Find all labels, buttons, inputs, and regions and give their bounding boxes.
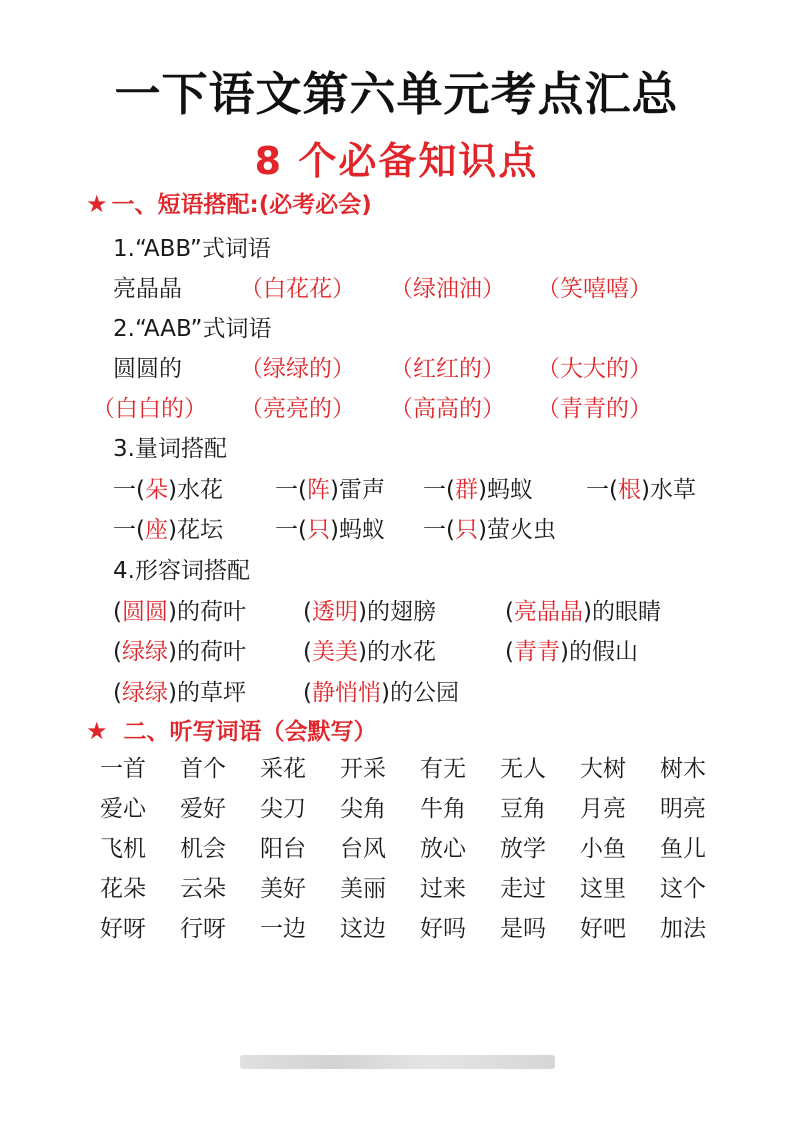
measure-item: 一(朵)水花 [113,477,223,503]
abb-answer: （白花花） [240,276,355,302]
dictation-word: 台风 [340,836,386,862]
dictation-word: 开采 [340,756,386,782]
dictation-word: 豆角 [500,796,546,822]
dictation-word: 小鱼 [580,836,626,862]
blurred-watermark [240,1055,555,1069]
dictation-word: 树木 [660,756,706,782]
dictation-word: 走过 [500,876,546,902]
dictation-word: 好吧 [580,916,626,942]
adj-item: (绿绿)的荷叶 [113,639,246,665]
aab-answer: （青青的） [537,396,652,422]
dictation-word: 首个 [180,756,226,782]
aab-answer: （亮亮的） [240,396,355,422]
dictation-word: 采花 [260,756,306,782]
section1-heading-text: 一、短语搭配:(必考必会) [111,192,372,218]
word-row [100,910,740,950]
measure-item: 一(只)蚂蚁 [275,517,385,543]
dictation-word: 明亮 [660,796,706,822]
dictation-word: 行呀 [180,916,226,942]
dictation-word: 尖角 [340,796,386,822]
aab-answer: （白白的） [92,396,207,422]
section2-heading-text: 二、听写词语（会默写） [123,719,377,745]
dictation-word: 加法 [660,916,706,942]
aab-answer: （绿绿的） [240,356,355,382]
abb-example: 亮晶晶 [113,276,182,302]
dictation-word: 美好 [260,876,306,902]
dictation-word: 鱼儿 [660,836,706,862]
dictation-word: 一边 [260,916,306,942]
dictation-word: 是吗 [500,916,546,942]
dictation-word: 这里 [580,876,626,902]
dictation-word: 牛角 [420,796,466,822]
page-subtitle: 8 个必备知识点 [254,139,539,183]
dictation-word: 过来 [420,876,466,902]
measure-item: 一(根)水草 [586,477,696,503]
dictation-word: 美丽 [340,876,386,902]
abb-answer: （笑嘻嘻） [537,276,652,302]
measure-item: 一(阵)雷声 [275,477,385,503]
dictation-word: 机会 [180,836,226,862]
dictation-word-grid [100,750,740,950]
dictation-word: 爱心 [100,796,146,822]
word-row [100,830,740,870]
adj-item: (青青)的假山 [505,639,638,665]
adj-item: (透明)的翅膀 [303,599,436,625]
dictation-word: 尖刀 [260,796,306,822]
measure-label: 3.量词搭配 [113,436,227,462]
dictation-word: 飞机 [100,836,146,862]
dictation-word: 大树 [580,756,626,782]
dictation-word: 一首 [100,756,146,782]
adj-item: (静悄悄)的公园 [303,680,459,706]
measure-item: 一(座)花坛 [113,517,223,543]
dictation-word: 云朵 [180,876,226,902]
section2-heading [86,713,377,746]
aab-label: 2.“AAB”式词语 [113,316,272,342]
star-icon: ★ [86,717,108,745]
dictation-word: 花朵 [100,876,146,902]
adj-label: 4.形容词搭配 [113,558,250,584]
dictation-word: 好吗 [420,916,466,942]
dictation-word: 有无 [420,756,466,782]
adj-item: (圆圆)的荷叶 [113,599,246,625]
star-icon: ★ [86,190,108,218]
dictation-word: 月亮 [580,796,626,822]
page-title: 一下语文第六单元考点汇总 [114,67,679,121]
section1-heading [86,186,372,219]
dictation-word: 放学 [500,836,546,862]
abb-label: 1.“ABB”式词语 [113,236,271,262]
measure-item: 一(只)萤火虫 [423,517,556,543]
measure-item: 一(群)蚂蚁 [423,477,533,503]
dictation-word: 放心 [420,836,466,862]
word-row [100,790,740,830]
dictation-word: 无人 [500,756,546,782]
word-row [100,750,740,790]
adj-item: (绿绿)的草坪 [113,680,246,706]
aab-answer: （红红的） [390,356,505,382]
adj-item: (美美)的水花 [303,639,436,665]
adj-item: (亮晶晶)的眼睛 [505,599,661,625]
word-row [100,870,740,910]
aab-answer: （高高的） [390,396,505,422]
dictation-word: 好呀 [100,916,146,942]
aab-answer: （大大的） [537,356,652,382]
abb-answer: （绿油油） [390,276,505,302]
dictation-word: 爱好 [180,796,226,822]
dictation-word: 阳台 [260,836,306,862]
aab-example: 圆圆的 [113,356,182,382]
dictation-word: 这边 [340,916,386,942]
dictation-word: 这个 [660,876,706,902]
